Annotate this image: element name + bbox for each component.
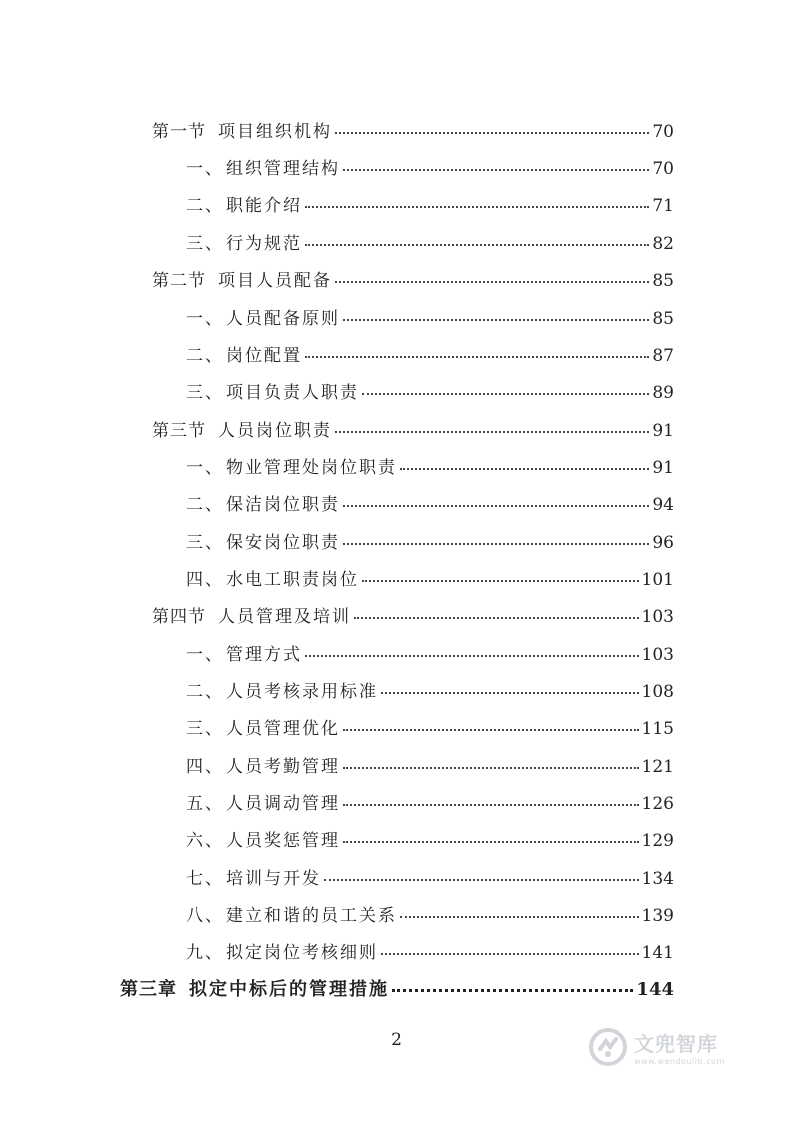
watermark-name: 文兜智库 [634, 1032, 718, 1056]
toc-page-number: 115 [641, 719, 674, 739]
toc-entry-title: 项目负责人职责 [226, 383, 359, 403]
toc-page-number: 82 [652, 234, 674, 254]
toc-page-number: 71 [652, 196, 674, 216]
toc-dot-leader [392, 988, 633, 992]
toc-entry-number: 四、 [186, 757, 224, 777]
watermark-url: www.wendoulib.com [634, 1057, 725, 1066]
toc-page-number: 108 [641, 682, 674, 702]
toc-row-item[interactable] [186, 716, 674, 742]
toc-entry-number: 二、 [186, 682, 224, 702]
toc-entry-title: 岗位配置 [226, 346, 302, 366]
toc-entry-number: 一、 [186, 159, 224, 179]
toc-entry-number: 三、 [186, 533, 224, 553]
toc-page-number: 103 [641, 645, 674, 665]
toc-row-chapter[interactable] [120, 977, 674, 1003]
toc-entry-number: 七、 [186, 869, 224, 889]
toc-dot-leader [343, 803, 639, 806]
toc-row-section[interactable] [152, 604, 674, 630]
toc-entry-title: 组织管理结构 [226, 159, 340, 179]
toc-entry-title: 培训与开发 [226, 869, 321, 889]
toc-entry-number: 第三节 [152, 421, 206, 441]
toc-row-item[interactable] [186, 754, 674, 780]
toc-page-number: 89 [652, 383, 674, 403]
toc-entry-number: 五、 [186, 794, 224, 814]
toc-entry-number: 九、 [186, 943, 224, 963]
toc-entry-title: 项目人员配备 [218, 271, 332, 291]
toc-page-number: 91 [652, 458, 674, 478]
toc-page-number: 96 [652, 533, 674, 553]
toc-entry-number: 六、 [186, 831, 224, 851]
toc-row-item[interactable] [186, 903, 674, 929]
toc-entry-number: 三、 [186, 383, 224, 403]
toc-row-item[interactable] [186, 679, 674, 705]
toc-entry-title: 行为规范 [226, 234, 302, 254]
toc-entry-number: 三、 [186, 234, 224, 254]
page-number: 2 [391, 1030, 402, 1050]
toc-page-number: 70 [652, 159, 674, 179]
toc-entry-number: 第三章 [120, 979, 177, 1000]
toc-entry-title: 人员考勤管理 [226, 757, 340, 777]
toc-entry-number: 四、 [186, 570, 224, 590]
toc-row-item[interactable] [186, 940, 674, 966]
toc-entry-number: 二、 [186, 196, 224, 216]
toc-row-item[interactable] [186, 231, 674, 257]
toc-dot-leader [335, 280, 649, 283]
toc-dot-leader [335, 131, 649, 134]
toc-dot-leader [362, 579, 639, 582]
toc-row-item[interactable] [186, 492, 674, 518]
toc-page-number: 85 [652, 271, 674, 291]
toc-entry-title: 人员管理及培训 [218, 607, 351, 627]
toc-entry-title: 人员配备原则 [226, 309, 340, 329]
toc-dot-leader [381, 691, 639, 694]
toc-entry-title: 人员管理优化 [226, 719, 340, 739]
toc-entry-title: 水电工职责岗位 [226, 570, 359, 590]
toc-row-item[interactable] [186, 567, 674, 593]
toc-dot-leader [343, 318, 649, 321]
toc-entry-number: 八、 [186, 906, 224, 926]
toc-dot-leader [400, 467, 649, 470]
watermark [588, 1022, 758, 1072]
toc-entry-title: 管理方式 [226, 645, 302, 665]
toc-entry-title: 职能介绍 [226, 196, 302, 216]
toc-page-number: 101 [641, 570, 674, 590]
toc-page-number: 94 [652, 495, 674, 515]
toc-row-item[interactable] [186, 455, 674, 481]
toc-entry-number: 第二节 [152, 271, 206, 291]
toc-entry-title: 人员考核录用标准 [226, 682, 378, 702]
toc-dot-leader [343, 542, 649, 545]
toc-dot-leader [324, 878, 639, 881]
toc-entry-number: 二、 [186, 495, 224, 515]
toc-page-number: 126 [641, 794, 674, 814]
toc-entry-title: 保洁岗位职责 [226, 495, 340, 515]
toc-entry-number: 第四节 [152, 607, 206, 627]
toc-row-section[interactable] [152, 119, 674, 145]
toc-entry-title: 拟定岗位考核细则 [226, 943, 378, 963]
toc-page-number: 139 [641, 906, 674, 926]
toc-page-number: 141 [641, 943, 674, 963]
toc-entry-number: 一、 [186, 309, 224, 329]
toc-entry-title: 保安岗位职责 [226, 533, 340, 553]
toc-row-item[interactable] [186, 306, 674, 332]
toc-entry-number: 三、 [186, 719, 224, 739]
toc-dot-leader [343, 766, 639, 769]
toc-entry-title: 人员奖惩管理 [226, 831, 340, 851]
toc-dot-leader [343, 504, 649, 507]
toc-entry-title: 人员调动管理 [226, 794, 340, 814]
toc-dot-leader [354, 616, 639, 619]
toc-entry-title: 建立和谐的员工关系 [226, 906, 397, 926]
toc-page-number: 70 [652, 122, 674, 142]
toc-dot-leader [343, 168, 649, 171]
toc-page-number: 87 [652, 346, 674, 366]
toc-dot-leader [305, 205, 649, 208]
toc-entry-title: 物业管理处岗位职责 [226, 458, 397, 478]
toc-page-number: 85 [652, 309, 674, 329]
toc-row-item[interactable] [186, 530, 674, 556]
toc-dot-leader [343, 728, 639, 731]
toc-entry-number: 二、 [186, 346, 224, 366]
toc-row-section[interactable] [152, 268, 674, 294]
toc-entry-title: 拟定中标后的管理措施 [189, 979, 389, 1000]
toc-entry-number: 一、 [186, 458, 224, 478]
toc-dot-leader [305, 654, 639, 657]
toc-row-item[interactable] [186, 193, 674, 219]
toc-page-number: 129 [641, 831, 674, 851]
toc-entry-title: 项目组织机构 [218, 122, 332, 142]
toc-dot-leader [381, 952, 639, 955]
toc-entry-title: 人员岗位职责 [218, 421, 332, 441]
toc-entry-number: 一、 [186, 645, 224, 665]
wendou-logo-icon [588, 1027, 628, 1067]
toc-dot-leader [305, 355, 649, 358]
toc-dot-leader [343, 840, 639, 843]
toc-dot-leader [335, 430, 649, 433]
toc-entry-number: 第一节 [152, 122, 206, 142]
toc-page-number: 91 [652, 421, 674, 441]
toc-row-item[interactable] [186, 642, 674, 668]
toc-row-section[interactable] [152, 418, 674, 444]
toc-dot-leader [362, 392, 649, 395]
toc-row-item[interactable] [186, 343, 674, 369]
toc-row-item[interactable] [186, 791, 674, 817]
toc-row-item[interactable] [186, 156, 674, 182]
toc-page-number: 121 [641, 757, 674, 777]
toc-dot-leader [305, 243, 649, 246]
toc-dot-leader [400, 915, 639, 918]
toc-row-item[interactable] [186, 866, 674, 892]
toc-page-number: 144 [636, 979, 674, 1000]
toc-page-number: 103 [641, 607, 674, 627]
toc-row-item[interactable] [186, 828, 674, 854]
toc-row-item[interactable] [186, 380, 674, 406]
toc-page-number: 134 [641, 869, 674, 889]
